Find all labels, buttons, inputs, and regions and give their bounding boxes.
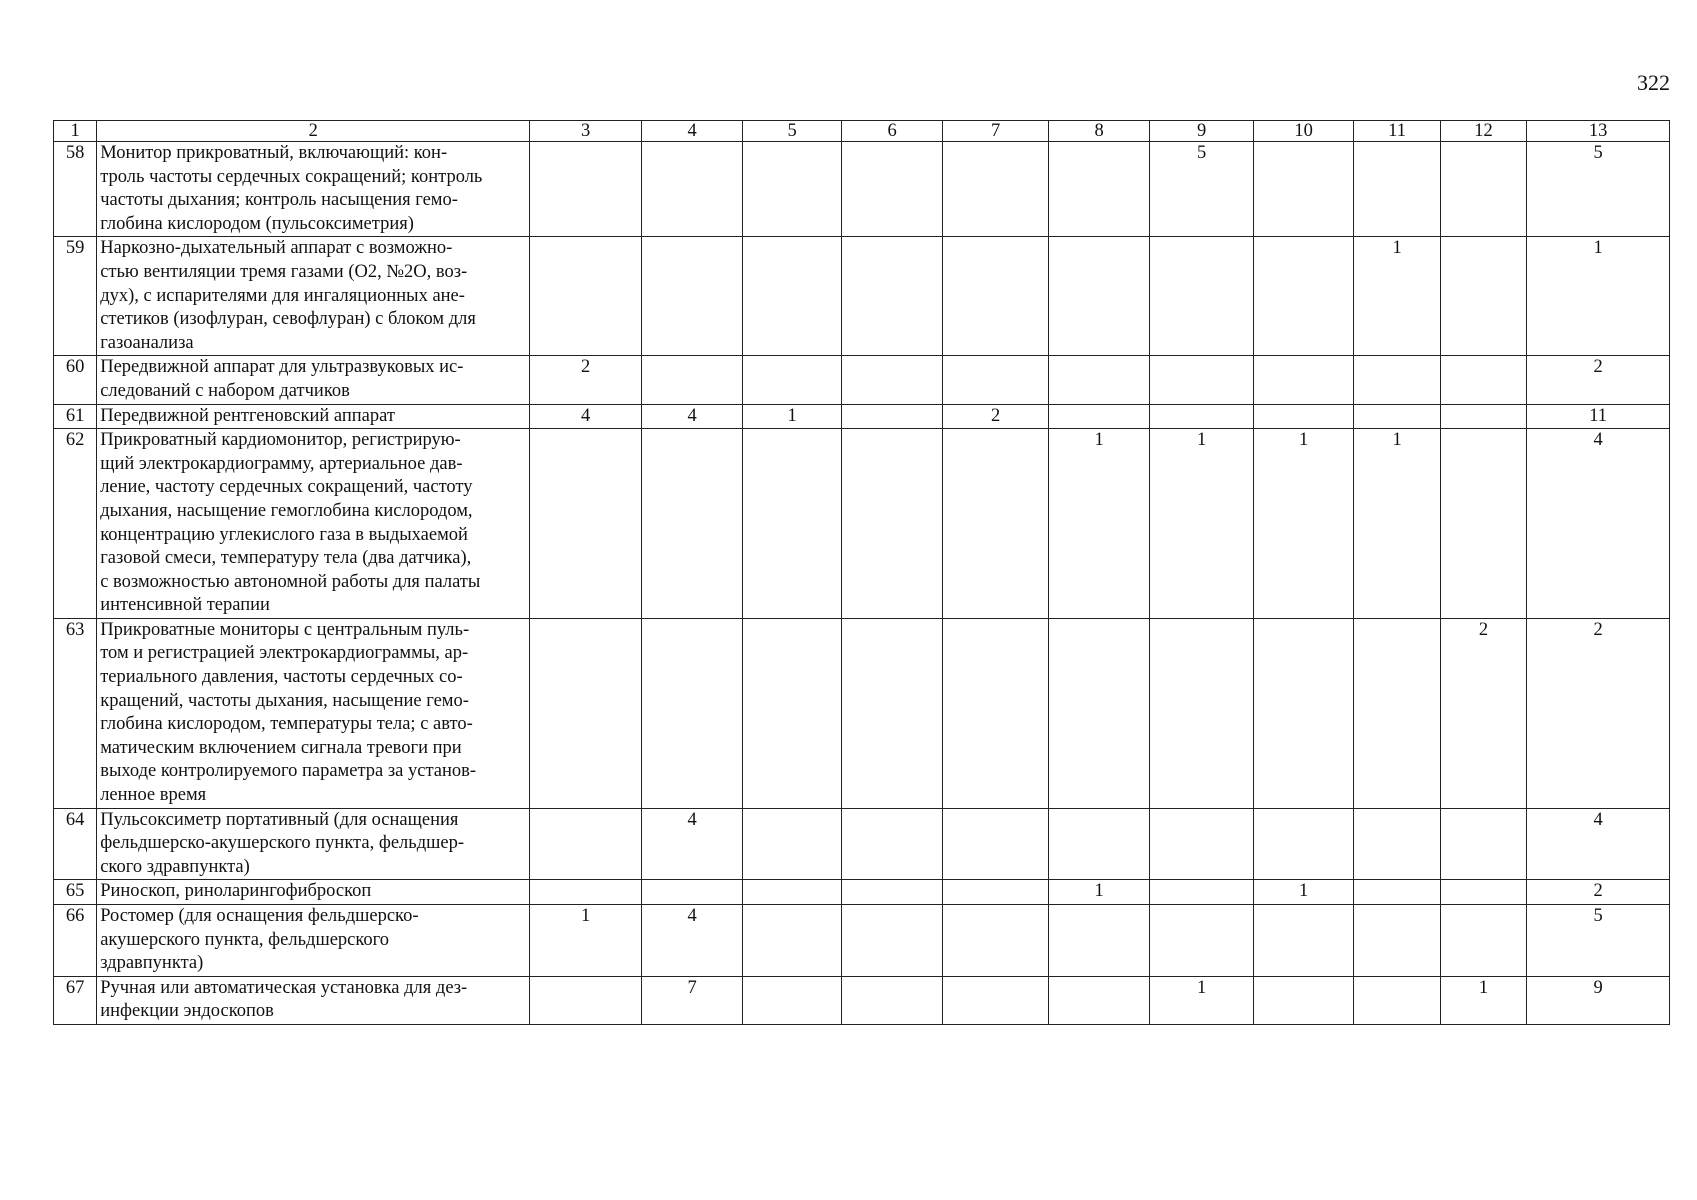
quantity-cell-col-6	[841, 808, 943, 880]
quantity-cell-col-7	[943, 142, 1049, 237]
column-header-12: 12	[1440, 121, 1526, 142]
quantity-cell-col-8: 1	[1048, 880, 1150, 905]
quantity-cell-col-12	[1440, 808, 1526, 880]
quantity-cell-col-11	[1354, 880, 1440, 905]
quantity-cell-col-8	[1048, 356, 1150, 404]
row-number: 65	[54, 880, 97, 905]
header-row	[54, 121, 1670, 142]
quantity-cell-col-7	[943, 905, 1049, 977]
column-header-13: 13	[1527, 121, 1670, 142]
row-number: 59	[54, 237, 97, 356]
table-row	[54, 404, 1670, 429]
quantity-cell-col-9	[1150, 356, 1254, 404]
row-number: 60	[54, 356, 97, 404]
quantity-cell-col-9	[1150, 404, 1254, 429]
quantity-cell-col-5	[743, 429, 841, 619]
table-row	[54, 142, 1670, 237]
table-row	[54, 905, 1670, 977]
quantity-cell-col-10	[1253, 142, 1353, 237]
equipment-table	[53, 120, 1670, 1025]
quantity-cell-col-12: 2	[1440, 618, 1526, 808]
equipment-description: Монитор прикроватный, включающий: кон- троль частоты сердечных сокращений; контроль частоты дыхания; контроль насыщения гемо- глобина кислородом (пульсоксиметрия)	[97, 142, 530, 237]
equipment-description: Прикроватные мониторы с центральным пуль- том и регистрацией электрокардиограммы, ар- териального давления, частоты сердечных со- кращений, частоты дыхания, насыщение гемо- глобина кислородом, температуры тела; с авто- матическим включением сигнала тревоги при выходе контролируемого параметра за установ- ленное время	[97, 618, 530, 808]
quantity-cell-col-9	[1150, 880, 1254, 905]
quantity-cell-col-5	[743, 808, 841, 880]
quantity-cell-col-12	[1440, 142, 1526, 237]
table-header	[54, 121, 1670, 142]
row-number: 63	[54, 618, 97, 808]
quantity-cell-col-10: 1	[1253, 429, 1353, 619]
quantity-cell-col-5	[743, 356, 841, 404]
quantity-cell-col-4: 7	[641, 976, 743, 1024]
equipment-description: Пульсоксиметр портативный (для оснащения фельдшерско-акушерского пункта, фельдшер- ского здравпункта)	[97, 808, 530, 880]
quantity-cell-col-5	[743, 905, 841, 977]
quantity-cell-col-11: 1	[1354, 237, 1440, 356]
column-header-10: 10	[1253, 121, 1353, 142]
equipment-description: Ручная или автоматическая установка для дез- инфекции эндоскопов	[97, 976, 530, 1024]
quantity-cell-col-3	[530, 976, 642, 1024]
row-number: 64	[54, 808, 97, 880]
table-row	[54, 808, 1670, 880]
quantity-cell-col-3: 4	[530, 404, 642, 429]
quantity-cell-col-12	[1440, 404, 1526, 429]
quantity-cell-col-7: 2	[943, 404, 1049, 429]
quantity-cell-col-6	[841, 429, 943, 619]
quantity-cell-col-12: 1	[1440, 976, 1526, 1024]
quantity-cell-col-6	[841, 404, 943, 429]
quantity-cell-col-4: 4	[641, 404, 743, 429]
quantity-cell-col-5	[743, 237, 841, 356]
table-row	[54, 356, 1670, 404]
quantity-cell-col-7	[943, 237, 1049, 356]
quantity-cell-col-11	[1354, 976, 1440, 1024]
quantity-cell-col-9: 1	[1150, 429, 1254, 619]
quantity-cell-col-5	[743, 618, 841, 808]
quantity-cell-col-5	[743, 976, 841, 1024]
quantity-cell-col-4	[641, 429, 743, 619]
quantity-cell-col-6	[841, 142, 943, 237]
column-header-1: 1	[54, 121, 97, 142]
quantity-cell-col-13: 5	[1527, 142, 1670, 237]
column-header-2: 2	[97, 121, 530, 142]
page-number: 322	[1637, 70, 1670, 95]
quantity-cell-col-10	[1253, 808, 1353, 880]
quantity-cell-col-11	[1354, 618, 1440, 808]
quantity-cell-col-4: 4	[641, 905, 743, 977]
quantity-cell-col-3	[530, 237, 642, 356]
quantity-cell-col-7	[943, 356, 1049, 404]
quantity-cell-col-8	[1048, 905, 1150, 977]
quantity-cell-col-13: 4	[1527, 429, 1670, 619]
table-row	[54, 976, 1670, 1024]
quantity-cell-col-8	[1048, 808, 1150, 880]
quantity-cell-col-13: 5	[1527, 905, 1670, 977]
quantity-cell-col-6	[841, 618, 943, 808]
equipment-description: Передвижной аппарат для ультразвуковых ис- следований с набором датчиков	[97, 356, 530, 404]
quantity-cell-col-13: 1	[1527, 237, 1670, 356]
quantity-cell-col-3: 2	[530, 356, 642, 404]
quantity-cell-col-11	[1354, 404, 1440, 429]
quantity-cell-col-10	[1253, 905, 1353, 977]
row-number: 62	[54, 429, 97, 619]
row-number: 67	[54, 976, 97, 1024]
quantity-cell-col-10	[1253, 618, 1353, 808]
quantity-cell-col-13: 2	[1527, 618, 1670, 808]
quantity-cell-col-4	[641, 237, 743, 356]
quantity-cell-col-4	[641, 142, 743, 237]
column-header-6: 6	[841, 121, 943, 142]
quantity-cell-col-9	[1150, 618, 1254, 808]
quantity-cell-col-10	[1253, 404, 1353, 429]
quantity-cell-col-3	[530, 429, 642, 619]
quantity-cell-col-6	[841, 976, 943, 1024]
quantity-cell-col-8	[1048, 618, 1150, 808]
table-row	[54, 618, 1670, 808]
quantity-cell-col-11	[1354, 142, 1440, 237]
quantity-cell-col-3	[530, 618, 642, 808]
quantity-cell-col-12	[1440, 429, 1526, 619]
quantity-cell-col-8	[1048, 404, 1150, 429]
equipment-description: Прикроватный кардиомонитор, регистрирую- щий электрокардиограмму, артериальное дав- ление, частоту сердечных сокращений, частоту дыхания, насыщение гемоглобина кислородом, концентрацию углекислого газа в выдыхаемой газовой смеси, температуру тела (два датчика), с возможностью автономной работы для палаты интенсивной терапии	[97, 429, 530, 619]
column-header-11: 11	[1354, 121, 1440, 142]
column-header-5: 5	[743, 121, 841, 142]
row-number: 66	[54, 905, 97, 977]
column-header-9: 9	[1150, 121, 1254, 142]
equipment-description: Риноскоп, риноларингофиброскоп	[97, 880, 530, 905]
quantity-cell-col-7	[943, 808, 1049, 880]
quantity-cell-col-11: 1	[1354, 429, 1440, 619]
quantity-cell-col-11	[1354, 905, 1440, 977]
quantity-cell-col-13: 2	[1527, 356, 1670, 404]
quantity-cell-col-3	[530, 880, 642, 905]
quantity-cell-col-7	[943, 976, 1049, 1024]
quantity-cell-col-13: 11	[1527, 404, 1670, 429]
quantity-cell-col-6	[841, 880, 943, 905]
quantity-cell-col-4	[641, 356, 743, 404]
quantity-cell-col-12	[1440, 237, 1526, 356]
quantity-cell-col-7	[943, 429, 1049, 619]
quantity-cell-col-11	[1354, 808, 1440, 880]
quantity-cell-col-8: 1	[1048, 429, 1150, 619]
table-row	[54, 429, 1670, 619]
quantity-cell-col-10	[1253, 356, 1353, 404]
quantity-cell-col-13: 9	[1527, 976, 1670, 1024]
column-header-4: 4	[641, 121, 743, 142]
quantity-cell-col-5: 1	[743, 404, 841, 429]
quantity-cell-col-10	[1253, 976, 1353, 1024]
quantity-cell-col-13: 4	[1527, 808, 1670, 880]
quantity-cell-col-8	[1048, 976, 1150, 1024]
quantity-cell-col-7	[943, 880, 1049, 905]
equipment-description: Передвижной рентгеновский аппарат	[97, 404, 530, 429]
equipment-description: Наркозно-дыхательный аппарат с возможно- стью вентиляции тремя газами (О2, №2О, воз- дух), с испарителями для ингаляционных ане- стетиков (изофлуран, севофлуран) с блоком для газоанализа	[97, 237, 530, 356]
table-row	[54, 880, 1670, 905]
row-number: 58	[54, 142, 97, 237]
quantity-cell-col-9	[1150, 237, 1254, 356]
quantity-cell-col-5	[743, 142, 841, 237]
quantity-cell-col-4	[641, 618, 743, 808]
quantity-cell-col-9	[1150, 905, 1254, 977]
quantity-cell-col-3	[530, 808, 642, 880]
quantity-cell-col-12	[1440, 356, 1526, 404]
quantity-cell-col-6	[841, 237, 943, 356]
quantity-cell-col-8	[1048, 142, 1150, 237]
column-header-8: 8	[1048, 121, 1150, 142]
quantity-cell-col-6	[841, 905, 943, 977]
quantity-cell-col-12	[1440, 880, 1526, 905]
quantity-cell-col-4: 4	[641, 808, 743, 880]
quantity-cell-col-5	[743, 880, 841, 905]
quantity-cell-col-11	[1354, 356, 1440, 404]
quantity-cell-col-4	[641, 880, 743, 905]
quantity-cell-col-3	[530, 142, 642, 237]
quantity-cell-col-8	[1048, 237, 1150, 356]
quantity-cell-col-10: 1	[1253, 880, 1353, 905]
quantity-cell-col-9: 1	[1150, 976, 1254, 1024]
column-header-7: 7	[943, 121, 1049, 142]
quantity-cell-col-12	[1440, 905, 1526, 977]
table-row	[54, 237, 1670, 356]
quantity-cell-col-6	[841, 356, 943, 404]
quantity-cell-col-9	[1150, 808, 1254, 880]
equipment-description: Ростомер (для оснащения фельдшерско- акушерского пункта, фельдшерского здравпункта)	[97, 905, 530, 977]
quantity-cell-col-7	[943, 618, 1049, 808]
row-number: 61	[54, 404, 97, 429]
column-header-3: 3	[530, 121, 642, 142]
quantity-cell-col-3: 1	[530, 905, 642, 977]
quantity-cell-col-9: 5	[1150, 142, 1254, 237]
table-body	[54, 142, 1670, 1025]
quantity-cell-col-13: 2	[1527, 880, 1670, 905]
quantity-cell-col-10	[1253, 237, 1353, 356]
